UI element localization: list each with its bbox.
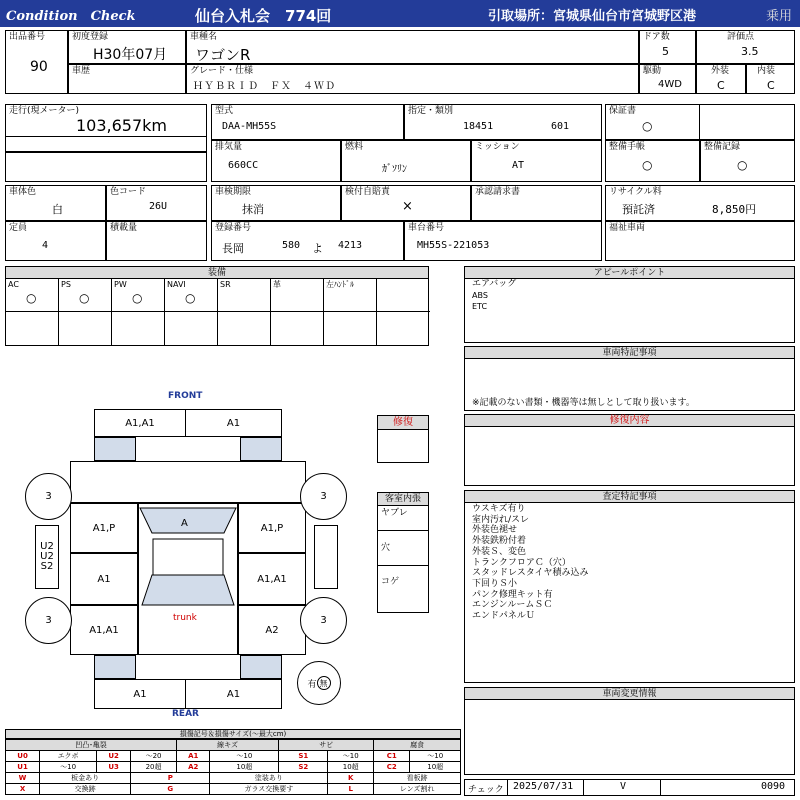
legend-title: 損傷記号＆損傷サイズ(～最大cm) [5,729,461,739]
damage-legend [5,729,461,795]
label: 福祉車両 [609,223,646,233]
legend-cell: S1 [279,751,328,762]
model-box [211,104,404,140]
label: 初度登録 [72,32,109,42]
lining-tear: ヤブレ [381,508,408,518]
rear-right-panel [240,655,282,679]
equipment-value: ○ [26,291,37,305]
label: ミッション [475,142,520,152]
label: 車種名 [190,32,218,42]
equipment-cell [59,279,112,312]
spare-tire [297,661,341,705]
color-code-box [106,185,207,221]
reg-class: 580 [282,240,301,251]
label: 外装 [711,66,730,76]
legend-cell: 10超 [210,762,279,773]
recycle-fee: 8,850円 [712,203,757,216]
insurance-box [341,185,471,221]
legend-cell: レンズ割れ [374,784,461,795]
equipment-label: 左ﾊﾝﾄﾞﾙ [326,280,354,289]
legend-cell: 塗装あり [210,773,328,784]
legend-cell: 10超 [328,762,374,773]
divider [378,565,428,566]
auction-name: 仙台入札会 774回 [195,7,332,25]
repair-content-panel [464,414,795,486]
label: 排気量 [215,142,243,152]
label: グレード・仕様 [190,66,254,76]
equipment-label: NAVI [167,280,186,289]
category-no: 601 [551,121,570,132]
label: 評価点 [727,32,755,42]
right-side-step [314,525,338,589]
wheel-front-left: 3 [25,473,72,520]
legend-cell: W [6,773,40,784]
appeal-panel [464,266,795,343]
repair-box [377,415,429,463]
label: 型式 [215,106,234,116]
label: 車台番号 [408,223,445,233]
label: 駆動 [643,66,662,76]
inspection-note-item: エンドパネルＵ [472,611,535,622]
mission: AT [512,160,525,171]
wheel-rear-left: 3 [25,597,72,644]
inspection-notes-panel [464,490,795,683]
right-rear-door: A1,A1 [238,553,306,605]
legend-table [5,739,461,795]
label: ドア数 [643,32,670,42]
equipment-cell [324,279,377,312]
legend-cell: 20超 [131,762,177,773]
wheel-rear-right: 3 [300,597,347,644]
label: 整備記録 [704,142,741,152]
legend-cell: G [131,784,210,795]
label: 色コード [110,187,147,197]
body-color-box [5,185,106,221]
appeal-title: アピールポイント [465,267,794,279]
equipment-cell-blank [165,312,218,345]
equipment-label: SR [220,280,231,289]
legend-cell: A2 [176,762,210,773]
legend-cell: U0 [6,751,40,762]
model: DAA-MH55S [222,121,277,132]
inspection-note-item: トランクフロアＣ（穴） [472,557,571,568]
displacement: 660CC [228,160,259,171]
left-side-step [35,525,59,589]
vehicle-category: 乗用 [766,9,793,24]
equipment-cell-blank [271,312,324,345]
inspection-note-item: パンク修理キット有 [472,589,553,600]
label: 指定・類別 [408,106,454,116]
warranty-box [605,104,795,140]
manual: ○ [642,158,653,172]
check-label: チェック [468,785,504,795]
label: 登録番号 [215,223,252,233]
label: 定員 [9,223,28,233]
welfare-box [605,221,795,261]
left-front-door: A1,P [70,503,138,553]
divider [699,105,700,139]
special-panel [464,346,795,411]
mileage-box [5,104,207,152]
manual-box [605,140,700,182]
check-date: 2025/07/31 [513,781,574,792]
reg-no-box [211,221,404,261]
score-box [696,30,795,64]
equipment-cell-blank [324,312,377,345]
equipment-cell [218,279,271,312]
doors: 5 [662,45,669,58]
legend-cell: 交換跡 [40,784,131,795]
rear-label: REAR [172,709,199,719]
maint-record-box [700,140,795,182]
spare-status: 無 [317,676,331,690]
divider [378,530,428,531]
inspection: 抹消 [242,203,264,216]
rear-right-bumper: A1 [185,679,282,709]
equipment-title: 装備 [6,267,428,279]
label: 出品番号 [9,32,46,42]
changes-panel [464,687,795,775]
legend-cell: ～10 [410,751,461,762]
chassis-no: MH55S-221053 [417,240,490,251]
label: リサイクル料 [609,187,662,197]
displacement-box [211,140,341,182]
equipment-value: ○ [132,291,143,305]
equipment-cell [112,279,165,312]
inspection-notes-list [472,504,589,622]
inspection-note-item: スタッドレスタイヤ積み込み [472,568,589,579]
legend-cell: エクボ [40,751,97,762]
header-title: Condition Check [6,9,136,24]
legend-cell: L [328,784,374,795]
doors-box [639,30,696,64]
legend-cell: K [328,773,374,784]
label: 積載量 [110,223,138,233]
label: 燃料 [345,142,364,152]
left-rear-door: A1 [70,553,138,605]
lot-no-box [5,30,68,94]
label: 承認請求書 [475,187,521,197]
right-quarter: A2 [238,605,306,655]
side-mark: U2 [40,551,54,562]
divider [6,136,206,137]
inspection-note-item: 室内汚れ/スレ [472,514,530,525]
recycle-box [605,185,795,221]
divider [507,780,508,795]
label: 保証書 [609,106,637,116]
equipment-value: ○ [185,291,196,305]
inspection-note-item: 外装Ｓ、変色 [472,546,527,557]
rear-left-bumper: A1 [94,679,186,709]
label: 検付自賠責 [345,187,391,197]
legend-cell: ～10 [328,751,374,762]
damage-diagram [0,385,375,725]
label: 走行(現メーター) [9,106,80,116]
equipment-cell [6,279,59,312]
equipment-label: 革 [273,280,281,289]
legend-cell: 腐食 [374,740,461,751]
equipment-cell-blank [6,312,59,345]
legend-cell: 線キズ [176,740,278,751]
right-front-door: A1,P [238,503,306,553]
mileage: 103,657km [76,116,168,135]
label: 車体色 [9,187,37,197]
grade-box [186,64,639,94]
label: 車歴 [72,66,91,76]
exterior-grade: C [717,79,725,92]
equipment-value: ○ [79,291,90,305]
fuel: ｶﾞｿﾘﾝ [382,164,407,175]
header-bar [0,0,800,27]
legend-cell: 凹凸･亀裂 [6,740,177,751]
inspection-note-item: エンジンルームＳＣ [472,600,553,611]
label: 内装 [757,66,776,76]
warranty: ○ [642,119,653,133]
capacity: 4 [42,240,49,251]
interior-lining-title: 客室内張 [378,493,428,506]
legend-cell: U1 [6,762,40,773]
legend-cell: C1 [374,751,410,762]
capacity-box [5,221,106,261]
car-name-box [186,30,639,64]
equipment-cell [271,279,324,312]
rear-left-panel [94,655,136,679]
wheel-front-right: 3 [300,473,347,520]
legend-cell: A1 [176,751,210,762]
trunk-label: trunk [173,613,197,623]
reg-kana: よ [312,242,323,255]
hood [70,461,306,503]
legend-cell: ～10 [210,751,279,762]
front-right-panel [240,437,282,461]
repair-content-title: 修復内容 [465,415,794,427]
interior-grade: C [767,79,775,92]
history-box [68,64,186,94]
equipment-grid [6,279,428,345]
mileage-blank [5,152,207,182]
lining-burn: コゲ [381,577,400,587]
side-mark: U2 [40,541,54,552]
legend-cell: U3 [97,762,131,773]
label: 整備手帳 [609,142,646,152]
exterior-box [696,64,746,94]
legend-cell: S2 [279,762,328,773]
check-bar [464,779,795,796]
label: 車検期限 [215,187,252,197]
equipment-cell [377,279,430,312]
pickup-place: 引取場所：宮城県仙台市宮城野区港 [488,9,697,24]
spare-label: 有 [307,679,317,690]
interior-lining-box [377,492,429,613]
chassis-box [404,221,602,261]
score: 3.5 [741,45,759,58]
maint-record: ○ [737,158,748,172]
special-title: 車両特記事項 [465,347,794,359]
car-name: ワゴンR [195,46,251,64]
drive: 4WD [658,79,682,90]
legend-cell: U2 [97,751,131,762]
equipment-cell-blank [377,312,430,345]
divider [660,780,661,795]
fuel-box [341,140,471,182]
legend-cell: サビ [279,740,374,751]
equipment-label: PS [61,280,71,289]
legend-cell: ～20 [131,751,177,762]
check-mark: V [620,781,627,792]
legend-cell: ガラス交換要す [210,784,328,795]
divider [583,780,584,795]
front-right-bumper: A1 [185,409,282,437]
legend-cell: ～10 [40,762,97,773]
changes-title: 車両変更情報 [465,688,794,700]
body-color: 白 [52,203,63,216]
reg-area: 長岡 [222,242,244,255]
load-box [106,221,207,261]
equipment-cell-blank [218,312,271,345]
drive-box [639,64,696,94]
legend-cell: P [131,773,210,784]
inspection-notes-title: 査定特記事項 [465,491,794,503]
grade: ＨＹＢＲＩＤ ＦＸ ４ＷＤ [193,81,336,92]
legend-cell: C2 [374,762,410,773]
appeal-item: ETC [472,302,488,311]
equipment-cell-blank [112,312,165,345]
inspection-note-item: 外装鉄粉付着 [472,536,527,547]
lining-hole: 穴 [381,543,391,553]
left-quarter: A1,A1 [70,605,138,655]
inspection-note-item: 下回りＳ小 [472,578,518,589]
legend-cell: 10超 [410,762,461,773]
lot-no: 90 [30,59,48,75]
legend-cell: 看板跡 [374,773,461,784]
inspection-note-item: ウスキズ有り [472,504,526,514]
front-label: FRONT [168,391,203,401]
front-left-panel [94,437,136,461]
insurance: × [402,199,413,214]
check-code: 0090 [761,781,786,792]
designation-no: 18451 [463,121,494,132]
equipment-label: PW [114,280,127,289]
repair-box-title: 修復 [378,416,428,430]
equipment-cell-blank [59,312,112,345]
appeal-item: ABS [472,291,488,300]
equipment-cell [165,279,218,312]
inspection-note-item: 外装色褪せ [472,525,518,536]
roof-mark: A [181,518,188,529]
legend-cell: 板金あり [40,773,131,784]
first-reg: H30年07月 [93,47,168,63]
equipment-label: AC [8,280,19,289]
front-left-bumper: A1,A1 [94,409,186,437]
interior-box [746,64,795,94]
recycle-status: 預託済 [622,203,655,216]
first-reg-box [68,30,186,64]
cabin-glass [138,503,238,655]
designation-box [404,104,602,140]
special-note: ※記載のない書類・機器等は無しとして取り扱います。 [472,398,695,408]
legend-cell: X [6,784,40,795]
reg-num: 4213 [338,240,363,251]
mission-box [471,140,602,182]
appeal-item: エアバッグ [472,279,517,289]
color-code: 26U [149,201,168,212]
approval-box [471,185,602,221]
side-mark: S2 [40,561,54,572]
equipment-panel [5,266,429,346]
inspection-box [211,185,341,221]
